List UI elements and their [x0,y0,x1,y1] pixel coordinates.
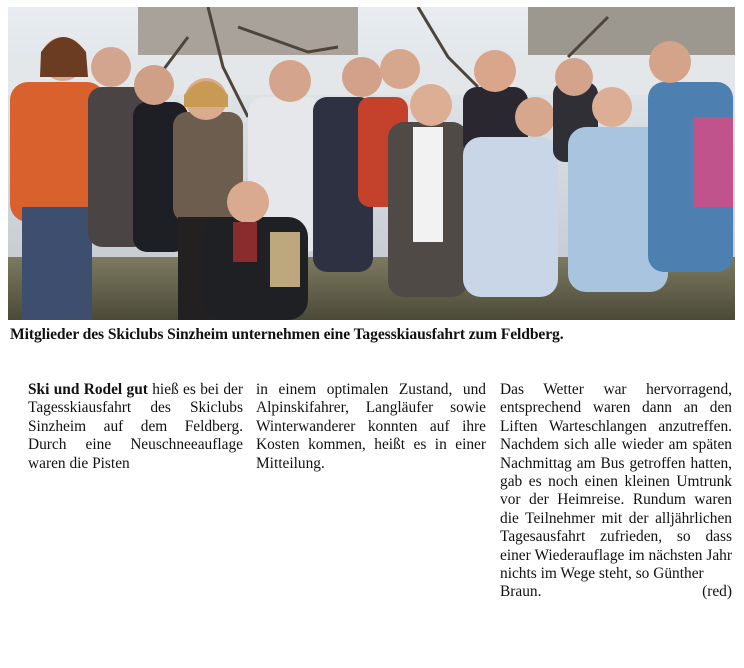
article-lead: Ski und Rodel gut [28,381,148,398]
photo-illustration [8,7,735,320]
article-last-word: Braun. [500,583,542,601]
article-column-1-text: hieß es bei der Tagesskiausfahrt des Skiclubs Sinzheim auf dem Feldberg. Durch eine Neuschneeauflage waren die Pisten [28,381,243,472]
article-column-2-text: in einem optimalen Zustand, und Alpinskifahrer, Langläufer sowie Winterwanderer konnten auf ihre Kosten kommen, heißt es in einer Mitteilung. [256,381,486,472]
article-column-1 [12,381,243,473]
article-author: (red) [702,583,732,601]
article-signoff [500,583,732,601]
article-column-3-text: Das Wetter war hervorragend, entsprechend waren dann an den Liften Warteschlangen anzutreffen. Nachdem sich alle wieder am späten Nachmittag am Bus getroffen hatten, gab es noch einen kleinen Umtrunk vor der Heimreise. Rundum waren die Teilnehmer mit der alljährlichen Tagesausfahrt zufrieden, so dass einer Wiederauflage im nächsten Jahr nichts im Wege steht, so Günther [500,381,732,583]
group-photo [8,7,735,320]
photo-caption: Mitglieder des Skiclubs Sinzheim unternehmen eine Tagesskiausfahrt zum Feldberg. [10,326,564,343]
article-column-2 [256,381,486,473]
article-column-3 [500,381,732,602]
